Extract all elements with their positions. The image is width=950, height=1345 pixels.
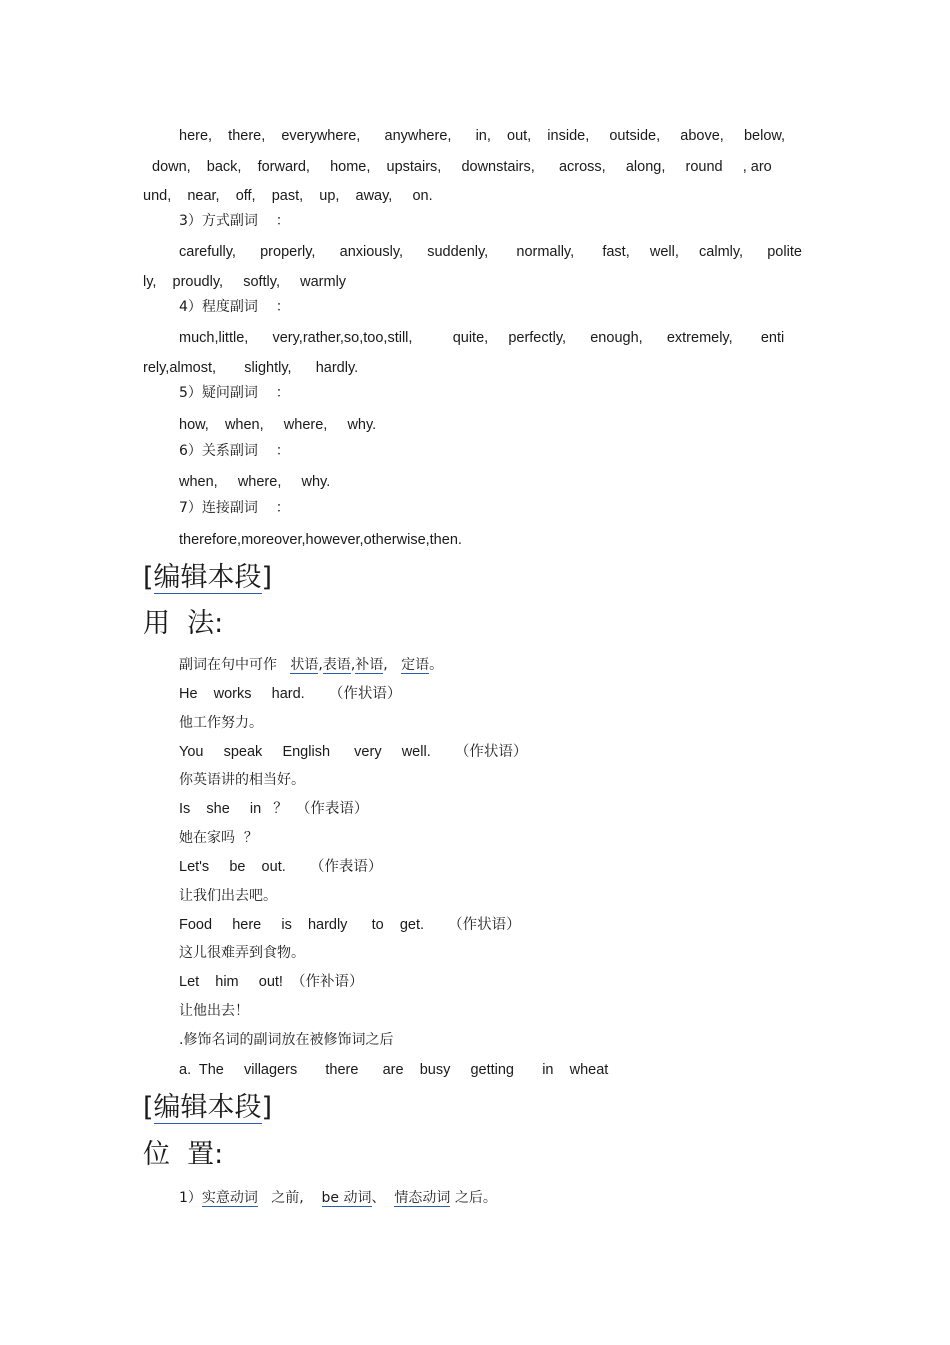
example-6-zh: 让他出去！ xyxy=(179,1003,249,1019)
position-separator: 、 xyxy=(371,1190,386,1206)
place-adverbs-line-3: und, near, off, past, up, away, on. xyxy=(143,188,433,204)
place-adverbs-line-2: down, back, forward, home, upstairs, downstairs, across, along, round , aro xyxy=(152,159,772,175)
example-2-zh: 你英语讲的相当好。 xyxy=(179,772,305,788)
bracket-close: ] xyxy=(261,1092,273,1123)
example-1-zh: 他工作努力。 xyxy=(179,715,263,731)
place-adverbs-line-1: here, there, everywhere, anywhere, in, out, inside, outside, above, below, xyxy=(179,128,786,144)
position-heading: 位 置: xyxy=(143,1139,224,1170)
bracket-open: [ xyxy=(143,562,154,593)
example-6-en: Let him out! （作补语） xyxy=(179,974,364,990)
manner-heading: 3）方式副词 ： xyxy=(179,213,290,229)
link-attributive[interactable]: 定语 xyxy=(401,657,430,673)
bracket-open: [ xyxy=(143,1092,154,1123)
usage-intro-prefix: 副词在句中可作 xyxy=(179,657,277,673)
conjunctive-adverbs: therefore,moreover,however,otherwise,then. xyxy=(179,532,462,548)
example-1-en: He works hard. （作状语） xyxy=(179,686,402,702)
link-modal-verb[interactable]: 情态动词 xyxy=(394,1190,451,1206)
link-complement[interactable]: 补语 xyxy=(355,657,384,673)
link-be-verb[interactable]: be 动词 xyxy=(321,1190,372,1206)
degree-adverbs-line-1: much,little, very,rather,so,too,still, quite, perfectly, enough, extremely, enti xyxy=(179,330,785,346)
edit-section-link[interactable]: 编辑本段 xyxy=(153,1092,262,1123)
interrogative-heading: 5）疑问副词 ： xyxy=(179,385,290,401)
position-text-before: 之前, xyxy=(271,1190,304,1206)
link-predicative[interactable]: 表语 xyxy=(322,657,351,673)
usage-intro: 副词在句中可作 状语,表语,补语, 定语。 xyxy=(179,657,444,673)
interrogative-adverbs: how, when, where, why. xyxy=(179,417,377,433)
example-4-zh: 让我们出去吧。 xyxy=(179,888,277,904)
manner-adverbs-line-2: ly, proudly, softly, warmly xyxy=(143,274,347,290)
edit-section-2 xyxy=(143,1091,272,1125)
item-number: 1） xyxy=(179,1190,202,1206)
position-text-after: 之后。 xyxy=(454,1190,497,1206)
link-notional-verb[interactable]: 实意动词 xyxy=(201,1190,258,1206)
noun-modifier-note: .修饰名词的副词放在被修饰词之后 xyxy=(179,1032,394,1048)
example-7-en: a. The villagers there are busy getting in wheat xyxy=(179,1062,609,1078)
conjunctive-heading: 7）连接副词 ： xyxy=(179,500,290,516)
relative-adverbs: when, where, why. xyxy=(179,474,331,490)
usage-intro-suffix: 。 xyxy=(429,657,444,673)
relative-heading: 6）关系副词 ： xyxy=(179,443,290,459)
example-3-en: Is she in ？ （作表语） xyxy=(179,801,369,817)
manner-adverbs-line-1: carefully, properly, anxiously, suddenly, normally, fast, well, calmly, polite xyxy=(179,244,802,260)
link-adverbial[interactable]: 状语 xyxy=(290,657,319,673)
position-item-1 xyxy=(179,1188,497,1208)
usage-heading: 用 法: xyxy=(143,608,224,639)
example-5-en: Food here is hardly to get. （作状语） xyxy=(179,917,521,933)
example-5-zh: 这儿很难弄到食物。 xyxy=(179,945,305,961)
example-4-en: Let's be out. （作表语） xyxy=(179,859,383,875)
edit-section-link[interactable]: 编辑本段 xyxy=(153,562,262,593)
degree-adverbs-line-2: rely,almost, slightly, hardly. xyxy=(143,360,359,376)
example-2-en: You speak English very well. （作状语） xyxy=(179,744,528,760)
degree-heading: 4）程度副词 ： xyxy=(179,299,290,315)
edit-section-1 xyxy=(143,561,272,595)
example-3-zh: 她在家吗 ？ xyxy=(179,830,258,846)
bracket-close: ] xyxy=(261,562,273,593)
